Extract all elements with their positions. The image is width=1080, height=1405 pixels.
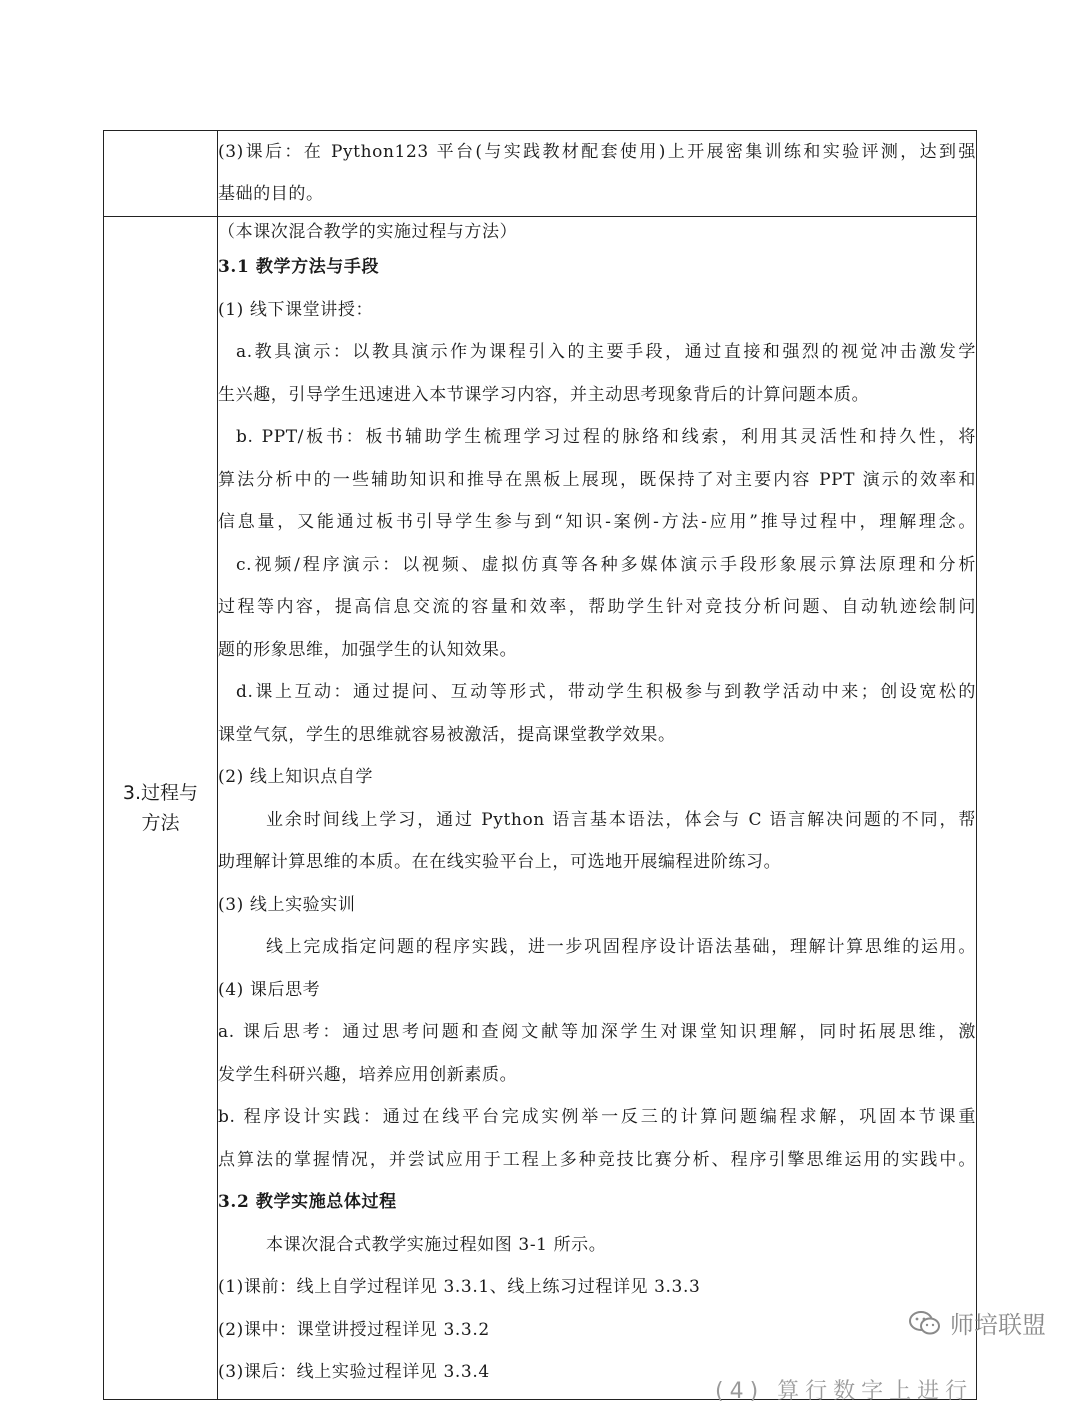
text-line: b. PPT/板书：板书辅助学生梳理学习过程的脉络和线索，利用其灵活性和持久性，将 (236, 427, 976, 447)
table-row (104, 217, 977, 1400)
text-line: 助理解计算思维的本质。在在线实验平台上，可选地开展编程进阶练习。 (218, 852, 782, 872)
text-line: (4) 课后思考 (218, 979, 321, 1000)
text-line: b. 程序设计实践：通过在线平台完成实例举一反三的计算问题编程求解，巩固本节课重 (218, 1107, 976, 1127)
text-line: a.教具演示：以教具演示作为课程引入的主要手段，通过直接和强烈的视觉冲击激发学 (236, 342, 976, 362)
text-line: d.课上互动：通过提问、互动等形式，带动学生积极参与到教学活动中来；创设宽松的 (236, 682, 976, 702)
text-line: 算法分析中的一些辅助知识和推导在黑板上展现，既保持了对主要内容 PPT 演示的效率和 (218, 469, 976, 490)
text-line: (2)课中：课堂讲授过程详见 3.3.2 (218, 1319, 490, 1340)
text-line: c.视频/程序演示：以视频、虚拟仿真等各种多媒体演示手段形象展示算法原理和分析 (236, 554, 976, 575)
text-line: (1)课前：线上自学过程详见 3.3.1、线上练习过程详见 3.3.3 (218, 1277, 701, 1297)
text-line: 题的形象思维，加强学生的认知效果。 (218, 639, 518, 660)
text-line: 本课次混合式教学实施过程如图 3-1 所示。 (266, 1234, 607, 1255)
wechat-icon (908, 1309, 942, 1337)
watermark-bottom-text: (4) 算行数字上进行 (715, 1379, 974, 1404)
label-cell-empty (104, 131, 218, 217)
text-line: 点算法的掌握情况，并尝试应用于工程上多种竞技比赛分析、程序引擎思维运用的实践中。 (218, 1149, 976, 1170)
section-label: 方法 (141, 812, 180, 834)
section-label-cell (104, 217, 218, 1400)
watermark-text: 师培联盟 (950, 1311, 1046, 1339)
text-line: 基础的目的。 (218, 184, 324, 204)
text-line: 发学生科研兴趣，培养应用创新素质。 (218, 1064, 518, 1085)
text-line: 课堂气氛，学生的思维就容易被激活，提高课堂教学效果。 (218, 724, 676, 745)
text-line: (3) 线上实验实训 (218, 894, 356, 915)
text-line: （本课次混合教学的实施过程与方法） (218, 222, 518, 242)
section-heading: 3.1 教学方法与手段 (218, 257, 380, 277)
section-heading: 3.2 教学实施总体过程 (218, 1192, 397, 1212)
text-line: a. 课后思考：通过思考问题和查阅文献等加深学生对课堂知识理解，同时拓展思维，激 (218, 1022, 976, 1042)
row2-content (218, 217, 977, 1400)
text-line: (2) 线上知识点自学 (218, 767, 374, 787)
text-line: 线上完成指定问题的程序实践，进一步巩固程序设计语法基础，理解计算思维的运用。 (266, 937, 976, 957)
watermark (908, 1305, 1046, 1340)
table-row (104, 131, 977, 217)
text-line: (1) 线下课堂讲授： (218, 299, 374, 320)
section-label: 3.过程与 (122, 782, 199, 804)
row1-content (218, 131, 977, 217)
text-line: 过程等内容，提高信息交流的容量和效率，帮助学生针对竞技分析问题、自动轨迹绘制问 (218, 597, 976, 617)
text-line: (3)课后：线上实验过程详见 3.3.4 (218, 1362, 490, 1382)
text-line: (3)课后：在 Python123 平台(与实践教材配套使用)上开展密集训练和实验评测，达到强 (218, 142, 976, 162)
text-line: 信息量，又能通过板书引导学生参与到“知识-案例-方法-应用”推导过程中，理解理念。 (218, 512, 976, 532)
text-line: 业余时间线上学习，通过 Python 语言基本语法，体会与 C 语言解决问题的不同，帮 (266, 809, 976, 830)
text-line: 生兴趣，引导学生迅速进入本节课学习内容，并主动思考现象背后的计算问题本质。 (218, 384, 870, 405)
course-table (103, 130, 977, 1400)
